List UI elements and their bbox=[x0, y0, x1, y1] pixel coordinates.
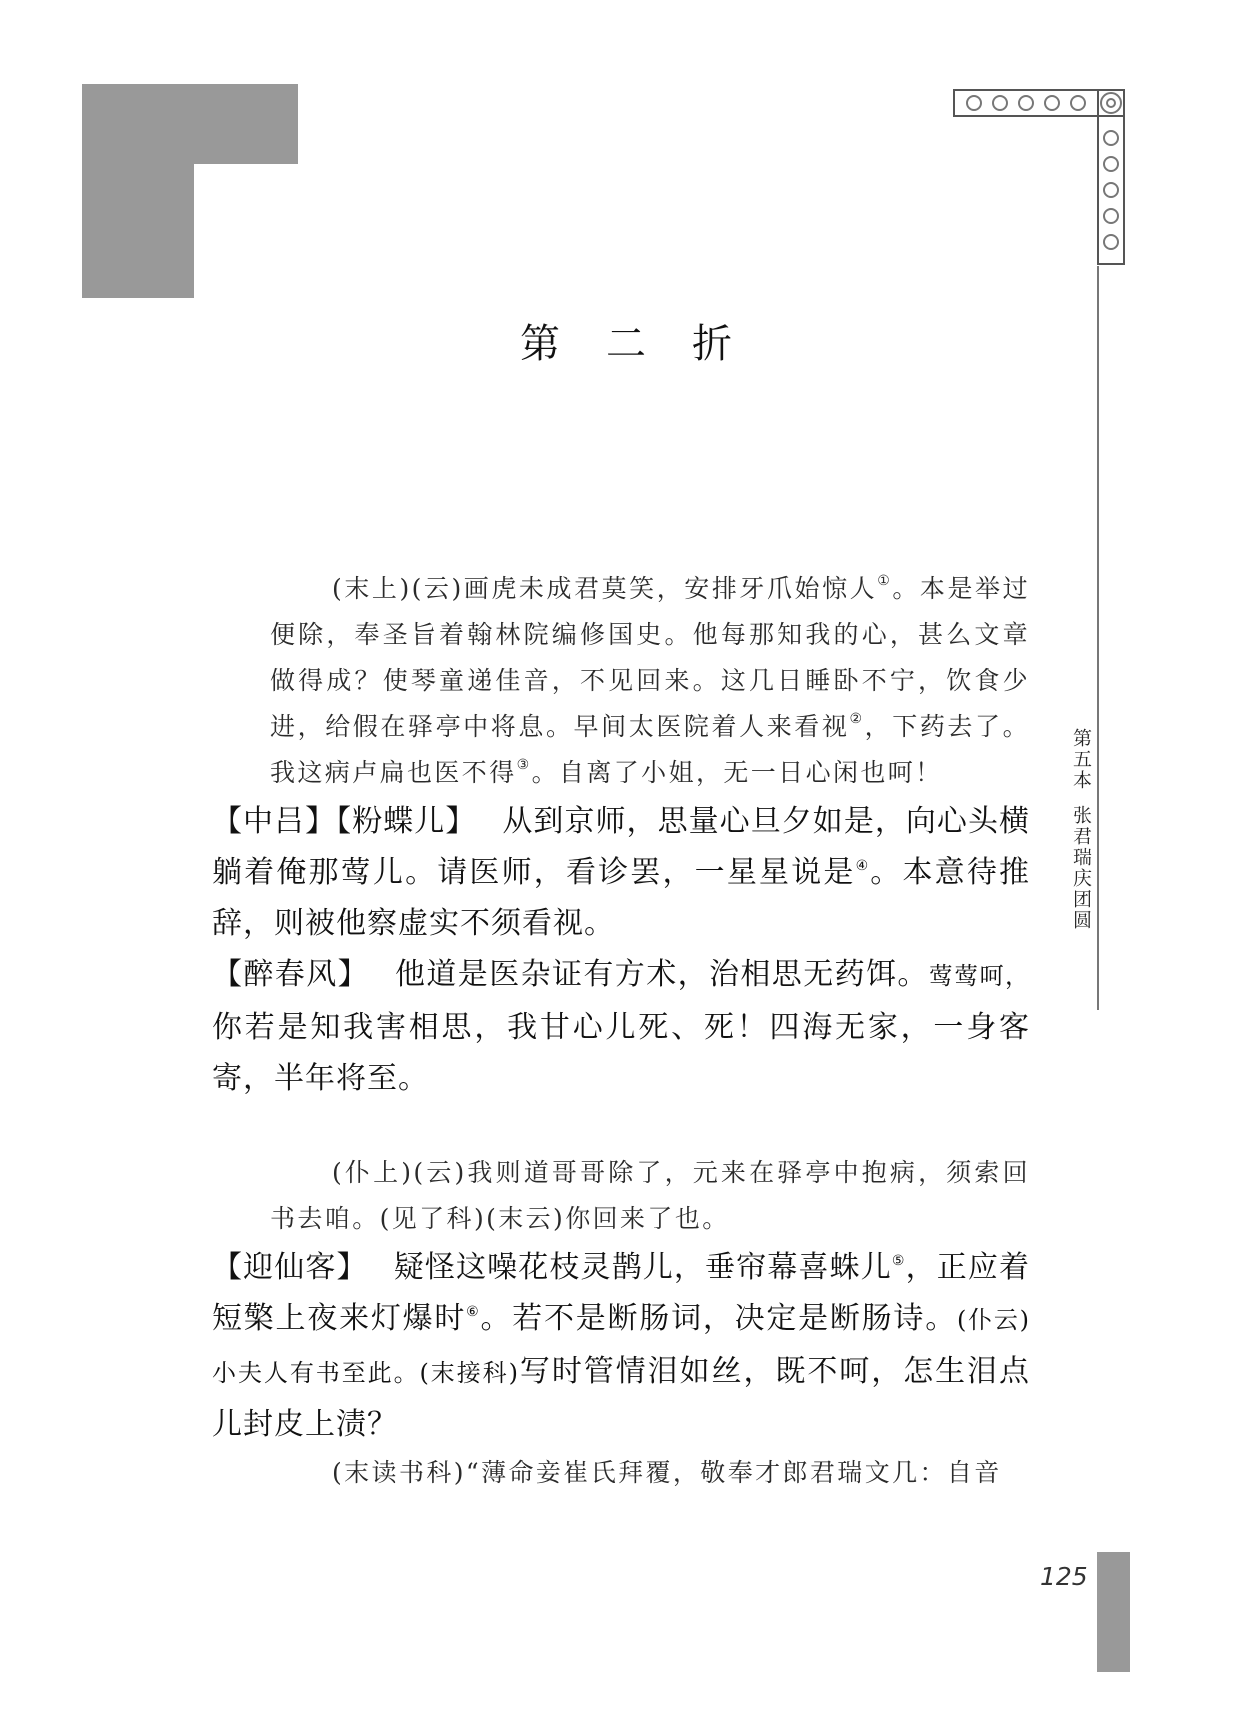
footnote-marker: ③ bbox=[516, 757, 532, 773]
corner-ornament bbox=[952, 86, 1132, 268]
page-tab bbox=[1097, 1552, 1130, 1672]
paragraph-4 bbox=[212, 1242, 1030, 1450]
body-text: 。本是举过便除，奉圣旨着翰林院编修国史。他每那知我的心，甚么文章做得成？使琴童递佳音，不见回来。这几日睡卧不宁，饮食少进，给假在驿亭中将息。早间太医院着人来看视 bbox=[270, 574, 1030, 741]
body-text: ，正应着短檠上夜来灯爆时 bbox=[212, 1250, 1031, 1336]
paragraph-2 bbox=[212, 949, 1030, 1104]
running-title bbox=[1068, 728, 1095, 931]
corner-tab bbox=[194, 84, 298, 164]
footnote-marker: ⑤ bbox=[891, 1253, 906, 1269]
corner-block bbox=[82, 84, 194, 298]
text-block-1 bbox=[212, 566, 1030, 1104]
body-text: (仆上)(云)我则道哥哥除了，元来在驿亭中抱病，须索回书去咱。(见了科)(末云)你回来了也。 bbox=[270, 1158, 1030, 1233]
paragraph-3 bbox=[212, 1150, 1030, 1242]
body-text: 。若不是断肠词，决定是断肠诗。 bbox=[480, 1301, 957, 1336]
body-text: 他道是医杂证有方术，治相思无药饵。 bbox=[395, 957, 929, 992]
running-title-part1: 第五本 bbox=[1070, 728, 1092, 791]
paragraph-1 bbox=[212, 796, 1030, 949]
paragraph-5 bbox=[212, 1450, 1030, 1496]
text-block-2 bbox=[212, 1150, 1030, 1496]
tune-name: 【醉春风】 bbox=[212, 957, 369, 992]
running-title-part2: 张君瑞庆团圆 bbox=[1070, 805, 1092, 931]
body-text: (末读书科)“薄命妾崔氏拜覆，敬奉才郎君瑞文几：自音 bbox=[332, 1458, 1002, 1487]
dialogue-text: 莺莺呵， bbox=[928, 962, 1031, 990]
body-text: 。自离了小姐，无一日心闲也呵！ bbox=[531, 758, 943, 787]
dialogue-text: (仆云)小夫人有书至此。(末接科) bbox=[212, 1306, 1031, 1387]
footnote-marker: ⑥ bbox=[466, 1304, 481, 1320]
margin-rule bbox=[1097, 266, 1099, 1010]
paragraph-0 bbox=[212, 566, 1030, 796]
body-text: 从到京师，思量心旦夕如是，向心头横躺着俺那莺儿。请医师，看诊罢，一星星说是 bbox=[212, 804, 1031, 890]
page-number: 125 bbox=[1040, 1562, 1088, 1591]
footnote-marker: ④ bbox=[855, 858, 871, 874]
body-text: ，下药去了。我这病卢扁也医不得 bbox=[270, 712, 1031, 787]
body-text: 。本意待推辞，则被他察虚实不须看视。 bbox=[212, 855, 1031, 941]
body-text: 写时管情泪如丝，既不呵，怎生泪点儿封皮上渍？ bbox=[212, 1354, 1030, 1442]
section-title: 第二折 bbox=[520, 321, 778, 367]
footnote-marker: ② bbox=[849, 711, 865, 727]
body-text: 你若是知我害相思，我甘心儿死、死！四海无家，一身客寄，半年将至。 bbox=[212, 1010, 1030, 1096]
footnote-marker: ① bbox=[877, 573, 893, 589]
body-text: 疑怪这噪花枝灵鹊儿，垂帘幕喜蛛儿 bbox=[393, 1250, 892, 1285]
body-text: (末上)(云)画虎未成君莫笑，安排牙爪始惊人 bbox=[332, 574, 878, 603]
tune-name: 【中吕】【粉蝶儿】 bbox=[212, 804, 477, 839]
tune-name: 【迎仙客】 bbox=[212, 1250, 368, 1285]
